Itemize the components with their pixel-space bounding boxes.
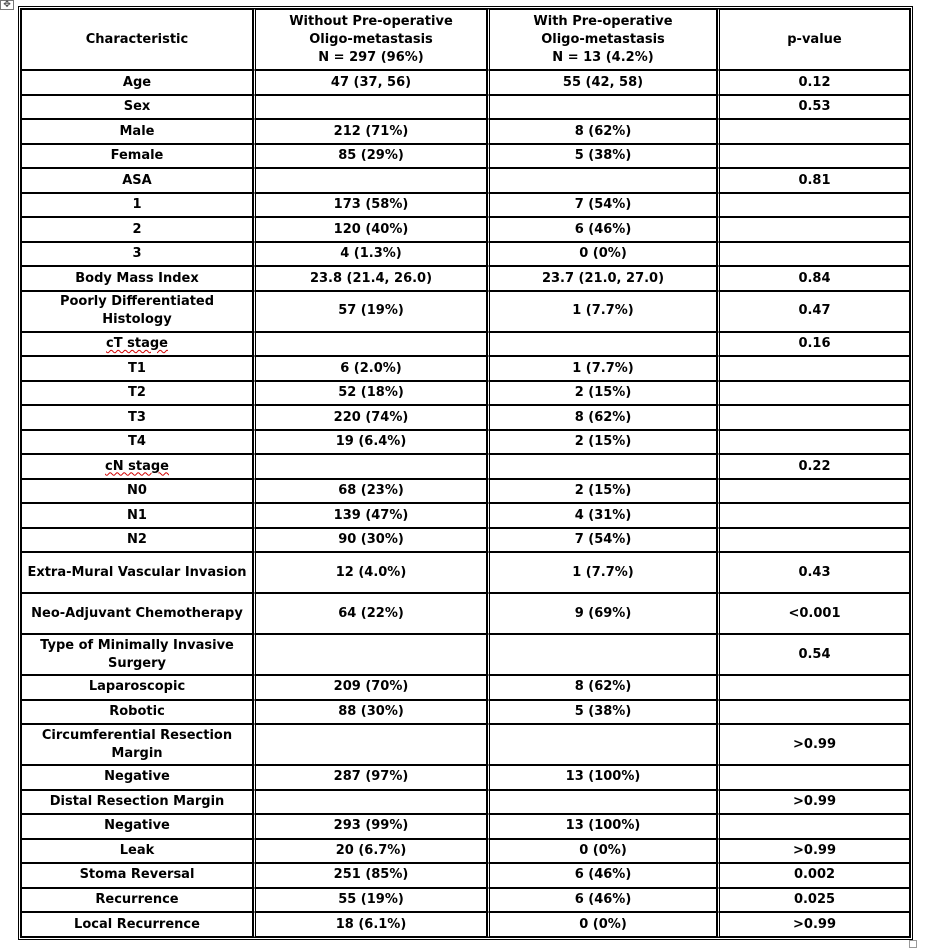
p-value: >0.99 — [717, 912, 910, 937]
with-value: 6 (46%) — [487, 888, 717, 913]
header-with-line-1: With Pre-operative — [533, 13, 673, 29]
header-with-line-2: Oligo-metastasis — [541, 31, 665, 47]
with-value — [487, 168, 717, 193]
row-label: ASA — [21, 168, 253, 193]
with-value: 2 (15%) — [487, 430, 717, 455]
with-value: 7 (54%) — [487, 193, 717, 218]
p-value — [717, 503, 910, 528]
with-value — [487, 634, 717, 675]
without-value: 18 (6.1%) — [253, 912, 487, 937]
p-value — [717, 381, 910, 406]
without-value: 64 (22%) — [253, 593, 487, 634]
table-row — [21, 912, 910, 937]
row-label: Distal Resection Margin — [21, 790, 253, 815]
without-value: 120 (40%) — [253, 217, 487, 242]
table-row — [21, 168, 910, 193]
with-value: 8 (62%) — [487, 119, 717, 144]
p-value — [717, 242, 910, 267]
row-label: Stoma Reversal — [21, 863, 253, 888]
with-value: 5 (38%) — [487, 144, 717, 169]
without-value: 47 (37, 56) — [253, 70, 487, 95]
row-label: Robotic — [21, 700, 253, 725]
without-value: 57 (19%) — [253, 291, 487, 332]
p-value — [717, 479, 910, 504]
p-value — [717, 119, 910, 144]
spellcheck-word: cT stage — [106, 336, 168, 352]
p-value: 0.47 — [717, 291, 910, 332]
p-value — [717, 814, 910, 839]
header-with-oligo-metastasis — [487, 9, 717, 70]
p-value — [717, 700, 910, 725]
with-value: 6 (46%) — [487, 863, 717, 888]
table-row — [21, 634, 910, 675]
p-value — [717, 217, 910, 242]
table-row — [21, 863, 910, 888]
with-value: 6 (46%) — [487, 217, 717, 242]
with-value: 2 (15%) — [487, 381, 717, 406]
without-value: 173 (58%) — [253, 193, 487, 218]
header-p-value: p-value — [717, 9, 910, 70]
without-value: 220 (74%) — [253, 405, 487, 430]
without-value: 19 (6.4%) — [253, 430, 487, 455]
without-value — [253, 168, 487, 193]
p-value: >0.99 — [717, 790, 910, 815]
with-value: 23.7 (21.0, 27.0) — [487, 266, 717, 291]
row-label: Recurrence — [21, 888, 253, 913]
with-value: 1 (7.7%) — [487, 552, 717, 593]
without-value: 139 (47%) — [253, 503, 487, 528]
row-label — [21, 454, 253, 479]
with-value: 13 (100%) — [487, 814, 717, 839]
p-value: 0.16 — [717, 332, 910, 357]
p-value — [717, 405, 910, 430]
table-row — [21, 119, 910, 144]
table-row — [21, 332, 910, 357]
with-value: 9 (69%) — [487, 593, 717, 634]
table-row — [21, 405, 910, 430]
characteristics-table — [18, 6, 913, 940]
row-label: N2 — [21, 528, 253, 553]
table-row — [21, 144, 910, 169]
with-value: 8 (62%) — [487, 405, 717, 430]
row-label: Body Mass Index — [21, 266, 253, 291]
row-label: Type of Minimally Invasive Surgery — [21, 634, 253, 675]
table-row — [21, 528, 910, 553]
with-value: 5 (38%) — [487, 700, 717, 725]
without-value — [253, 332, 487, 357]
table-row — [21, 790, 910, 815]
table-row — [21, 454, 910, 479]
row-label: N1 — [21, 503, 253, 528]
table-row — [21, 503, 910, 528]
table-row — [21, 888, 910, 913]
table-row — [21, 291, 910, 332]
row-label: Neo-Adjuvant Chemotherapy — [21, 593, 253, 634]
with-value — [487, 454, 717, 479]
table-row — [21, 700, 910, 725]
p-value — [717, 193, 910, 218]
table-row — [21, 70, 910, 95]
p-value: 0.84 — [717, 266, 910, 291]
p-value — [717, 356, 910, 381]
p-value: 0.81 — [717, 168, 910, 193]
row-label: 1 — [21, 193, 253, 218]
with-value: 0 (0%) — [487, 912, 717, 937]
table-row — [21, 95, 910, 120]
header-without-oligo-metastasis — [253, 9, 487, 70]
with-value: 8 (62%) — [487, 675, 717, 700]
table-row — [21, 724, 910, 765]
p-value — [717, 765, 910, 790]
p-value — [717, 528, 910, 553]
p-value: 0.025 — [717, 888, 910, 913]
without-value: 293 (99%) — [253, 814, 487, 839]
without-value: 88 (30%) — [253, 700, 487, 725]
with-value: 2 (15%) — [487, 479, 717, 504]
row-label: Local Recurrence — [21, 912, 253, 937]
without-value: 212 (71%) — [253, 119, 487, 144]
without-value: 12 (4.0%) — [253, 552, 487, 593]
p-value: 0.22 — [717, 454, 910, 479]
row-label: Negative — [21, 765, 253, 790]
without-value — [253, 724, 487, 765]
row-label: Extra-Mural Vascular Invasion — [21, 552, 253, 593]
without-value: 287 (97%) — [253, 765, 487, 790]
header-characteristic: Characteristic — [21, 9, 253, 70]
without-value: 4 (1.3%) — [253, 242, 487, 267]
with-value: 55 (42, 58) — [487, 70, 717, 95]
with-value: 13 (100%) — [487, 765, 717, 790]
row-label: 2 — [21, 217, 253, 242]
with-value — [487, 332, 717, 357]
with-value: 4 (31%) — [487, 503, 717, 528]
header-without-line-1: Without Pre-operative — [289, 13, 453, 29]
row-label: Negative — [21, 814, 253, 839]
p-value — [717, 430, 910, 455]
with-value: 1 (7.7%) — [487, 356, 717, 381]
row-label: N0 — [21, 479, 253, 504]
table-move-handle-icon[interactable]: ✥ — [0, 0, 14, 10]
table-row — [21, 356, 910, 381]
table-row — [21, 839, 910, 864]
p-value: 0.43 — [717, 552, 910, 593]
without-value: 52 (18%) — [253, 381, 487, 406]
with-value: 0 (0%) — [487, 839, 717, 864]
without-value: 85 (29%) — [253, 144, 487, 169]
table-row — [21, 242, 910, 267]
table-row — [21, 193, 910, 218]
table-row — [21, 675, 910, 700]
with-value: 7 (54%) — [487, 528, 717, 553]
row-label: T2 — [21, 381, 253, 406]
row-label: Poorly Differentiated Histology — [21, 291, 253, 332]
row-label: 3 — [21, 242, 253, 267]
p-value — [717, 675, 910, 700]
row-label: Male — [21, 119, 253, 144]
header-without-line-3: N = 297 (96%) — [318, 49, 424, 65]
p-value: 0.002 — [717, 863, 910, 888]
p-value: <0.001 — [717, 593, 910, 634]
without-value: 90 (30%) — [253, 528, 487, 553]
row-label: Leak — [21, 839, 253, 864]
with-value — [487, 790, 717, 815]
spellcheck-word: cN stage — [105, 458, 169, 474]
row-label: T3 — [21, 405, 253, 430]
header-without-line-2: Oligo-metastasis — [309, 31, 433, 47]
without-value — [253, 454, 487, 479]
without-value — [253, 790, 487, 815]
table-row — [21, 593, 910, 634]
without-value: 209 (70%) — [253, 675, 487, 700]
p-value: >0.99 — [717, 724, 910, 765]
table-header-row — [21, 9, 910, 70]
table-row — [21, 552, 910, 593]
table-row — [21, 266, 910, 291]
table-row — [21, 814, 910, 839]
without-value: 20 (6.7%) — [253, 839, 487, 864]
table-row — [21, 479, 910, 504]
without-value: 6 (2.0%) — [253, 356, 487, 381]
row-label: Age — [21, 70, 253, 95]
without-value: 68 (23%) — [253, 479, 487, 504]
with-value: 1 (7.7%) — [487, 291, 717, 332]
with-value — [487, 95, 717, 120]
table-row — [21, 217, 910, 242]
row-label: Circumferential Resection Margin — [21, 724, 253, 765]
p-value — [717, 144, 910, 169]
end-of-cell-mark — [909, 940, 917, 948]
row-label — [21, 332, 253, 357]
table-row — [21, 765, 910, 790]
row-label: T4 — [21, 430, 253, 455]
without-value: 251 (85%) — [253, 863, 487, 888]
with-value: 0 (0%) — [487, 242, 717, 267]
without-value: 23.8 (21.4, 26.0) — [253, 266, 487, 291]
p-value: 0.54 — [717, 634, 910, 675]
with-value — [487, 724, 717, 765]
header-with-line-3: N = 13 (4.2%) — [552, 49, 654, 65]
row-label: Sex — [21, 95, 253, 120]
row-label: Laparoscopic — [21, 675, 253, 700]
p-value: 0.12 — [717, 70, 910, 95]
without-value: 55 (19%) — [253, 888, 487, 913]
p-value: >0.99 — [717, 839, 910, 864]
row-label: T1 — [21, 356, 253, 381]
p-value: 0.53 — [717, 95, 910, 120]
row-label: Female — [21, 144, 253, 169]
table-row — [21, 430, 910, 455]
without-value — [253, 634, 487, 675]
without-value — [253, 95, 487, 120]
table-row — [21, 381, 910, 406]
